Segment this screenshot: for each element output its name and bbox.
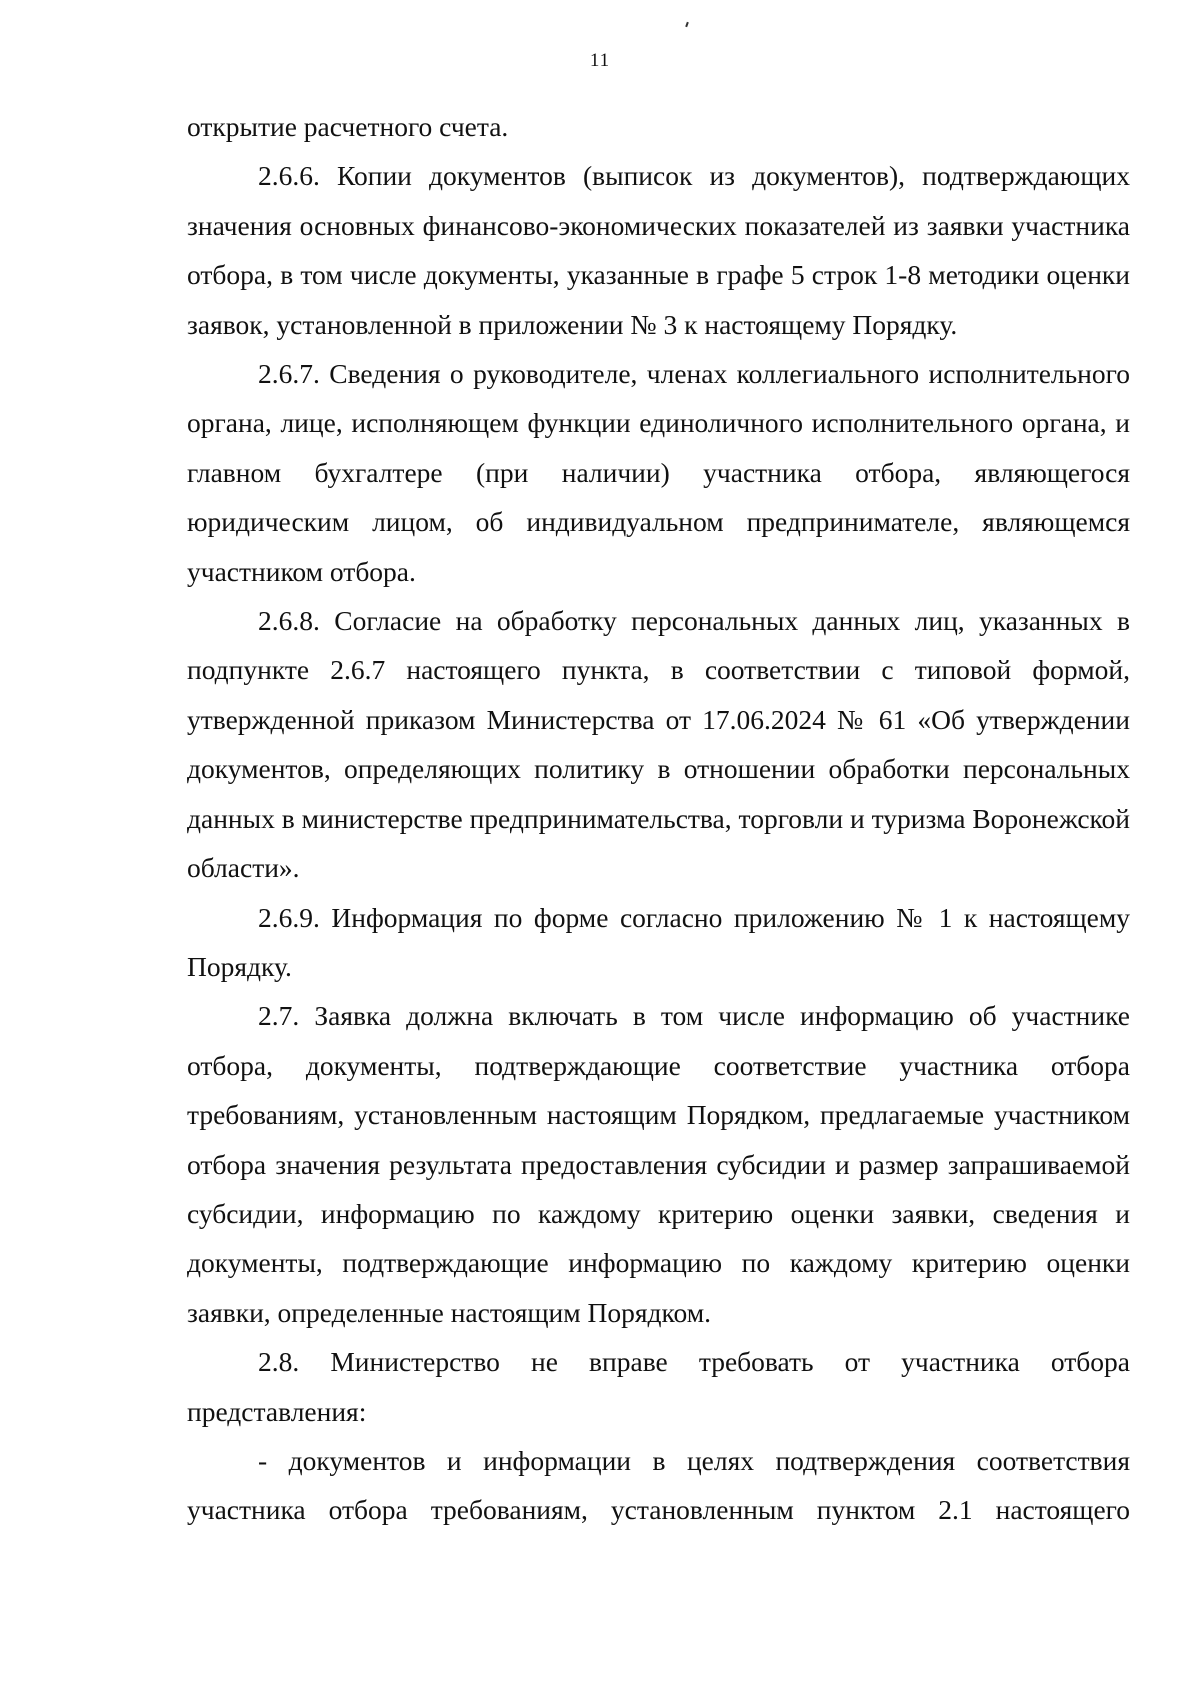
page-number: 11 [589, 50, 611, 71]
list-item-2-8: - документов и информации в целях подтверждения соответствия участника отбора требованиям, установленным пунктом 2.1 настоящего [187, 1444, 1130, 1526]
paragraph-2-7: 2.7. Заявка должна включать в том числе информацию об участнике отбора, документы, подтверждающие соответствие участника отбора требованиям, установленным настоящим Порядком, предлагаемые участником отбора значения результата предоставления субсидии и размер запрашиваемой субсидии, информацию по каждому критерию оценки заявки, сведения и документы, подтверждающие информацию по каждому критерию оценки заявки, определенные настоящим Порядком. [187, 1000, 1130, 1328]
paragraph-2-6-7: 2.6.7. Сведения о руководителе, членах коллегиального исполнительного органа, лице, исполняющем функции единоличного исполнительного органа, и главном бухгалтере (при наличии) участника отбора, являющегося юридическим лицом, об индивидуальном предпринимателе, являющемся участником отбора. [187, 358, 1130, 587]
paragraph-2-8: 2.8. Министерство не вправе требовать от участника отбора представления: [187, 1346, 1130, 1427]
paragraph-continuation: открытие расчетного счета. [187, 111, 509, 142]
document-body [187, 102, 1130, 1535]
paragraph-2-6-9: 2.6.9. Информация по форме согласно приложению № 1 к настоящему Порядку. [187, 901, 1130, 982]
scan-speck [685, 22, 689, 27]
paragraph-2-6-8: 2.6.8. Согласие на обработку персональных данных лиц, указанных в подпункте 2.6.7 настоящего пункта, в соответствии с типовой формой, утвержденной приказом Министерства от 17.06.2024 № 61 «Об утверждении документов, определяющих политику в отношении обработки персональных данных в министерстве предпринимательства, торговли и туризма Воронежской области». [187, 605, 1130, 884]
paragraph-2-6-6: 2.6.6. Копии документов (выписок из документов), подтверждающих значения основных финансово-экономических показателей из заявки участника отбора, в том числе документы, указанные в графе 5 строк 1-8 методики оценки заявок, установленной в приложении № 3 к настоящему Порядку. [187, 160, 1130, 340]
